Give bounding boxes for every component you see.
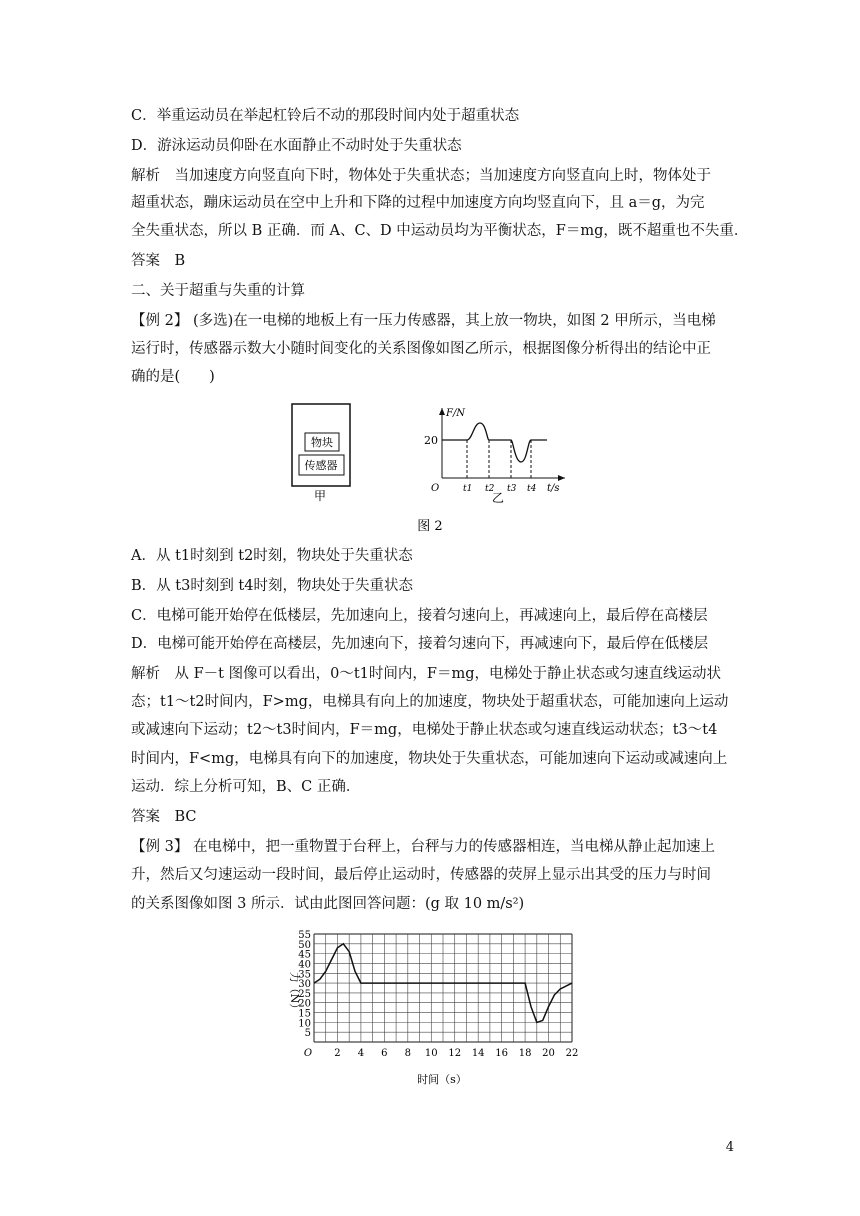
option-a: A．从 t1时刻到 t2时刻，物块处于失重状态 [131, 548, 413, 564]
y-tick-label: 5 [304, 1028, 311, 1040]
y-tick-label: 25 [298, 988, 311, 1000]
x-tick-label: 4 [357, 1048, 365, 1059]
x-tick-label: 20 [542, 1048, 555, 1059]
section-heading: 二、关于超重与失重的计算 [131, 283, 305, 299]
origin-label: O [431, 483, 440, 494]
analysis-line: 超重状态，蹦床运动员在空中上升和下降的过程中加速度方向均竖直向下，且 a＝g，为完 [131, 195, 705, 211]
analysis-line: 态；t1～t2时间内，F>mg，电梯具有向上的加速度，物块处于超重状态，可能加速向上运动 [131, 694, 729, 710]
x-tick-label: 16 [495, 1048, 509, 1059]
analysis-line: 时间内，F<mg，电梯具有向下的加速度，物块处于失重状态，可能加速向下运动或减速向上 [131, 751, 728, 767]
t4-label: t4 [527, 484, 537, 494]
t3-label: t3 [507, 484, 517, 494]
option-d-text: D．游泳运动员仰卧在水面静止不动时处于失重状态 [131, 138, 462, 154]
figure-2 [0, 398, 860, 538]
x-tick-label: 6 [381, 1048, 388, 1059]
analysis-line: 全失重状态，所以 B 正确．而 A、C、D 中运动员均为平衡状态，F＝mg，既不超重也不失重． [131, 223, 749, 239]
analysis-line: 或减速向下运动；t2～t3时间内，F＝mg，电梯处于静止状态或匀速直线运动状态；t3～t4 [131, 722, 718, 738]
level-label: 20 [424, 434, 438, 447]
x-tick-label: 12 [448, 1048, 462, 1059]
example-3-line: 升，然后又匀速运动一段时间，最后停止运动时，传感器的荧屏上显示出其受的压力与时间 [131, 867, 711, 883]
y-tick-label: 20 [298, 998, 311, 1010]
yi-label: 乙 [491, 491, 505, 505]
example-3-line: 的关系图像如图 3 所示．试由此图回答问题：(g 取 10 m/s²) [131, 896, 525, 912]
analysis-line: 运动．综上分析可知，B、C 正确． [131, 779, 361, 795]
y-tick-label: 40 [298, 959, 311, 971]
analysis-line: 解析 当加速度方向竖直向下时，物体处于失重状态；当加速度方向竖直向上时，物体处于 [131, 168, 711, 184]
x-axis-label: t/s [547, 483, 560, 494]
example-2-line: 确的是( ) [131, 369, 215, 385]
y-axis-label: F/N [446, 408, 466, 419]
y-tick-label: 45 [298, 949, 311, 961]
y-tick-label: 50 [298, 939, 311, 951]
option-d: D．电梯可能开始停在高楼层，先加速向下，接着匀速向下，再减速向下，最后停在低楼层 [131, 636, 709, 652]
x-tick-label: 18 [518, 1048, 532, 1059]
page-number: 4 [725, 1140, 734, 1155]
chart-xlabel: 时间（s） [417, 1073, 467, 1086]
block-label: 物块 [311, 436, 333, 449]
option-b: B．从 t3时刻到 t4时刻，物块处于失重状态 [131, 578, 413, 594]
answer-line: 答案 BC [131, 809, 197, 825]
y-tick-label: 10 [298, 1018, 311, 1030]
t2-label: t2 [485, 484, 495, 494]
x-tick-label: O [303, 1048, 313, 1059]
jia-label: 甲 [313, 489, 327, 503]
y-tick-label: 15 [298, 1008, 311, 1020]
y-tick-label: 35 [298, 969, 311, 981]
analysis-line: 解析 从 F－t 图像可以看出，0～t1时间内，F＝mg，电梯处于静止状态或匀速直线运动状 [131, 666, 721, 682]
x-tick-label: 8 [404, 1048, 412, 1059]
y-tick-label: 30 [298, 979, 311, 991]
x-tick-label: 2 [334, 1048, 341, 1059]
option-c: C．电梯可能开始停在低楼层，先加速向上，接着匀速向上，再减速向上，最后停在高楼层 [131, 608, 708, 624]
t1-label: t1 [463, 484, 473, 494]
x-tick-label: 14 [471, 1048, 485, 1059]
example-3-line: 【例 3】 在电梯中，把一重物置于台秤上，台秤与力的传感器相连，当电梯从静止起加速上 [131, 839, 715, 855]
figure-2-caption: 图 2 [417, 519, 443, 534]
figure-3-chart [0, 922, 860, 1092]
y-tick-label: 55 [298, 930, 311, 941]
x-tick-label: 10 [424, 1048, 438, 1059]
answer-line: 答案 B [131, 253, 186, 269]
sensor-label: 传感器 [304, 459, 338, 472]
example-2-line: 【例 2】 (多选)在一电梯的地板上有一压力传感器，其上放一物块，如图 2 甲所示，当电梯 [131, 313, 716, 329]
option-c-text: C．举重运动员在举起杠铃后不动的那段时间内处于超重状态 [131, 108, 520, 124]
example-2-line: 运行时，传感器示数大小随时间变化的关系图像如图乙所示，根据图像分析得出的结论中正 [131, 341, 711, 357]
chart-ylabel: 力（N） [288, 971, 301, 1015]
x-tick-label: 22 [565, 1048, 579, 1059]
